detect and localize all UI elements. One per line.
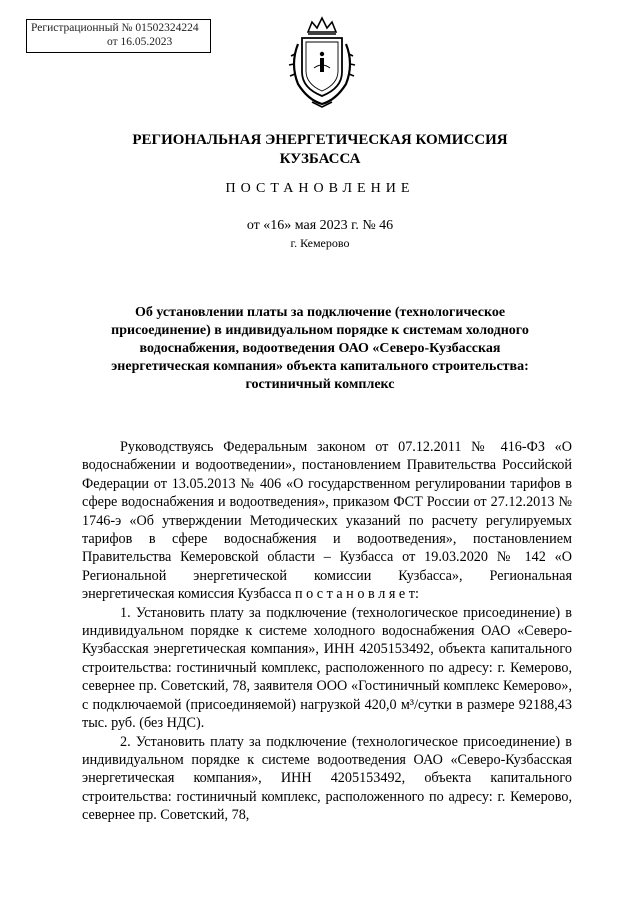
document-body — [82, 438, 572, 825]
organization-title — [0, 131, 640, 169]
coat-of-arms-icon — [286, 14, 358, 110]
clause-2-paragraph: 2. Установить плату за подключение (технологическое присоединение) в индивидуальном порядке к системе водоотведения ОАО «Северо-Кузбасская энергетическая компания», ИНН 4205153492, объекта капитального строительства: гостиничный комплекс, расположенного по адресу: г. Кемерово, севернее пр. Советский, 78, — [82, 733, 572, 824]
document-type: ПОСТАНОВЛЕНИЕ — [225, 181, 415, 196]
registration-stamp — [26, 19, 211, 53]
registration-date: от 16.05.2023 — [107, 36, 173, 48]
document-date-number: от «16» мая 2023 г. № 46 — [246, 218, 394, 233]
organization-name: РЕГИОНАЛЬНАЯ ЭНЕРГЕТИЧЕСКАЯ КОМИССИЯ КУЗБАССА — [132, 132, 508, 167]
document-city: г. Кемерово — [290, 236, 350, 250]
registration-number: Регистрационный № 01502324224 — [31, 22, 199, 34]
clause-1-paragraph: 1. Установить плату за подключение (технологическое присоединение) в индивидуальном порядке к системе холодного водоснабжения ОАО «Северо-Кузбасская энергетическая компания», ИНН 4205153492, объекта капитального строительства: гостиничный комплекс, расположенного по адресу: г. Кемерово, севернее пр. Советский, 78, заявителя ООО «Гостиничный комплекс Кемерово», с подключаемой (присоединяемой) нагрузкой 420,0 м³/сутки в размере 92188,43 тыс. руб. (без НДС). — [82, 604, 572, 732]
preamble-paragraph: Руководствуясь Федеральным законом от 07.12.2011 № 416-ФЗ «О водоснабжении и водоотведении», постановлением Правительства Российской Федерации от 13.05.2013 № 406 «О государственном регулировании тарифов в сфере водоснабжения и водоотведения», приказом ФСТ России от 27.12.2013 № 1746-э «Об утверждении Методических указаний по расчету регулируемых тарифов в сфере водоснабжения и водоотведения», постановлением Правительства Кемеровской области – Кузбасса от 19.03.2020 № 142 «О Региональной энергетической комиссии Кузбасса», Региональная энергетическая комиссия Кузбасса п о с т а н о в л я е т: — [82, 439, 572, 603]
document-subject: Об установлении платы за подключение (технологическое присоединение) в индивидуальном порядке к системам холодного водоснабжения, водоотведения ОАО «Северо-Кузбасская энергетическая компания» объекта капитального строительства: гостиничный комплекс — [111, 305, 529, 392]
